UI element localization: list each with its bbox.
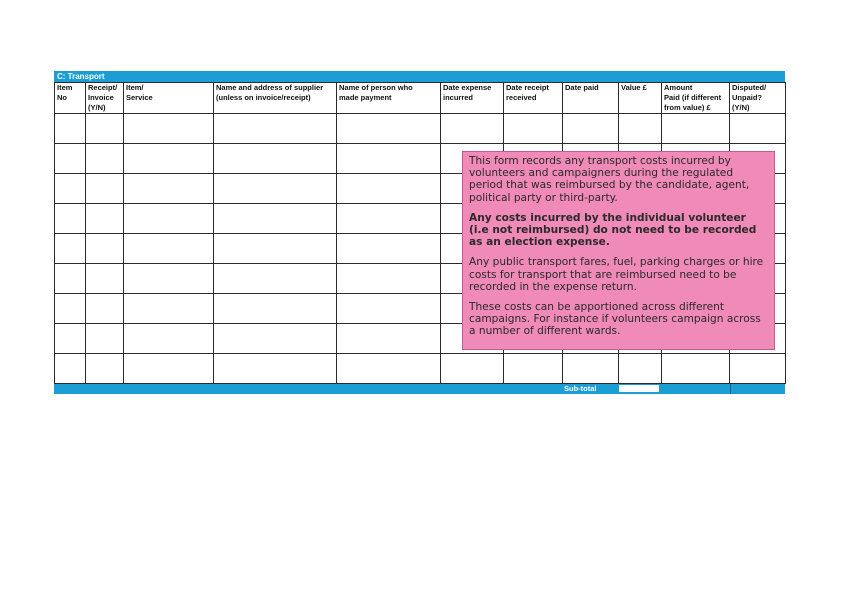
- table-cell[interactable]: [214, 174, 337, 204]
- table-cell[interactable]: [124, 294, 214, 324]
- subtotal-divider: [730, 384, 731, 394]
- table-cell[interactable]: [86, 114, 124, 144]
- column-header: [504, 83, 563, 114]
- column-header: [441, 83, 504, 114]
- subtotal-label: Sub-total: [564, 384, 597, 393]
- note-paragraph-4: These costs can be apportioned across different campaigns. For instance if volunteers campaign across a number of different wards.: [469, 301, 761, 338]
- table-cell[interactable]: [55, 294, 86, 324]
- table-cell[interactable]: [563, 114, 619, 144]
- column-header-line: (Y/N): [732, 103, 750, 112]
- column-header-line: Disputed/: [732, 83, 767, 92]
- column-header: [214, 83, 337, 114]
- table-cell[interactable]: [55, 204, 86, 234]
- column-header: [563, 83, 619, 114]
- column-header-line: Amount: [664, 83, 693, 92]
- table-cell[interactable]: [86, 354, 124, 384]
- column-header-line: incurred: [443, 93, 474, 102]
- column-header-line: Name of person who: [339, 83, 413, 92]
- column-header-line: Date paid: [565, 83, 599, 92]
- table-cell[interactable]: [124, 234, 214, 264]
- table-cell[interactable]: [124, 324, 214, 354]
- table-cell[interactable]: [337, 264, 441, 294]
- subtotal-value-cell[interactable]: [618, 384, 660, 393]
- table-cell[interactable]: [337, 294, 441, 324]
- table-cell[interactable]: [214, 354, 337, 384]
- column-header-line: received: [506, 93, 537, 102]
- column-header-line: made payment: [339, 93, 392, 102]
- column-header-line: No: [57, 93, 67, 102]
- table-cell[interactable]: [662, 354, 730, 384]
- table-cell[interactable]: [55, 144, 86, 174]
- column-header-line: Item/: [126, 83, 144, 92]
- column-header-line: Invoice: [88, 93, 114, 102]
- table-cell[interactable]: [214, 144, 337, 174]
- column-header-line: Value £: [621, 83, 647, 92]
- note-paragraph-1: This form records any transport costs incurred by volunteers and campaigners during the regulated period that was reimbursed by the candidate, agent, political party or third-party.: [469, 155, 750, 204]
- column-header-line: Unpaid?: [732, 93, 762, 102]
- column-header-line: (unless on invoice/receipt): [216, 93, 311, 102]
- column-header: [730, 83, 786, 114]
- table-cell[interactable]: [214, 294, 337, 324]
- table-cell[interactable]: [124, 144, 214, 174]
- table-cell[interactable]: [86, 234, 124, 264]
- note-paragraph-3: Any public transport fares, fuel, parking charges or hire costs for transport that are reimbursed need to be recorded in the expense return.: [469, 256, 764, 293]
- table-cell[interactable]: [337, 324, 441, 354]
- section-title: C: Transport: [57, 72, 105, 81]
- table-cell[interactable]: [563, 354, 619, 384]
- table-cell[interactable]: [619, 354, 662, 384]
- column-header: [662, 83, 730, 114]
- column-header-line: Item: [57, 83, 73, 92]
- column-header-line: Name and address of supplier: [216, 83, 324, 92]
- table-cell[interactable]: [124, 204, 214, 234]
- table-cell[interactable]: [86, 174, 124, 204]
- table-cell[interactable]: [86, 144, 124, 174]
- table-cell[interactable]: [730, 114, 786, 144]
- table-cell[interactable]: [55, 354, 86, 384]
- column-header-line: (Y/N): [88, 103, 106, 112]
- column-header: [337, 83, 441, 114]
- table-cell[interactable]: [124, 114, 214, 144]
- table-cell[interactable]: [441, 354, 504, 384]
- column-header-line: Date receipt: [506, 83, 549, 92]
- column-header: [124, 83, 214, 114]
- table-cell[interactable]: [337, 354, 441, 384]
- table-cell[interactable]: [124, 354, 214, 384]
- section-header-bar: [54, 71, 785, 82]
- column-header: [55, 83, 86, 114]
- table-cell[interactable]: [214, 234, 337, 264]
- table-cell[interactable]: [55, 264, 86, 294]
- table-cell[interactable]: [662, 114, 730, 144]
- table-cell[interactable]: [55, 324, 86, 354]
- table-cell[interactable]: [214, 324, 337, 354]
- column-header: [619, 83, 662, 114]
- subtotal-bar: [54, 384, 785, 394]
- instruction-note: [462, 151, 775, 350]
- table-cell[interactable]: [124, 174, 214, 204]
- column-header: [86, 83, 124, 114]
- table-cell[interactable]: [86, 324, 124, 354]
- table-cell[interactable]: [214, 264, 337, 294]
- header-top-rule: [561, 71, 784, 72]
- table-cell[interactable]: [214, 114, 337, 144]
- table-cell[interactable]: [337, 114, 441, 144]
- table-cell[interactable]: [504, 354, 563, 384]
- table-cell[interactable]: [337, 234, 441, 264]
- table-cell[interactable]: [86, 264, 124, 294]
- table-cell[interactable]: [337, 204, 441, 234]
- column-header-line: Receipt/: [88, 83, 118, 92]
- table-cell[interactable]: [337, 144, 441, 174]
- column-header-line: Paid (if different: [664, 93, 722, 102]
- table-cell[interactable]: [619, 114, 662, 144]
- table-cell[interactable]: [441, 114, 504, 144]
- table-cell[interactable]: [86, 204, 124, 234]
- table-cell[interactable]: [214, 204, 337, 234]
- note-paragraph-2: Any costs incurred by the individual volunteer (i.e not reimbursed) do not need to be recorded as an election expense.: [469, 211, 757, 249]
- table-cell[interactable]: [124, 264, 214, 294]
- table-cell[interactable]: [55, 234, 86, 264]
- table-row: [55, 114, 786, 144]
- table-cell[interactable]: [504, 114, 563, 144]
- column-header-line: Service: [126, 93, 153, 102]
- table-cell[interactable]: [86, 294, 124, 324]
- column-header-row: [55, 83, 786, 114]
- column-header-line: from value) £: [664, 103, 711, 112]
- table-cell[interactable]: [730, 354, 786, 384]
- column-header-line: Date expense: [443, 83, 492, 92]
- table-cell[interactable]: [337, 174, 441, 204]
- table-cell[interactable]: [55, 174, 86, 204]
- table-row: [55, 354, 786, 384]
- table-cell[interactable]: [55, 114, 86, 144]
